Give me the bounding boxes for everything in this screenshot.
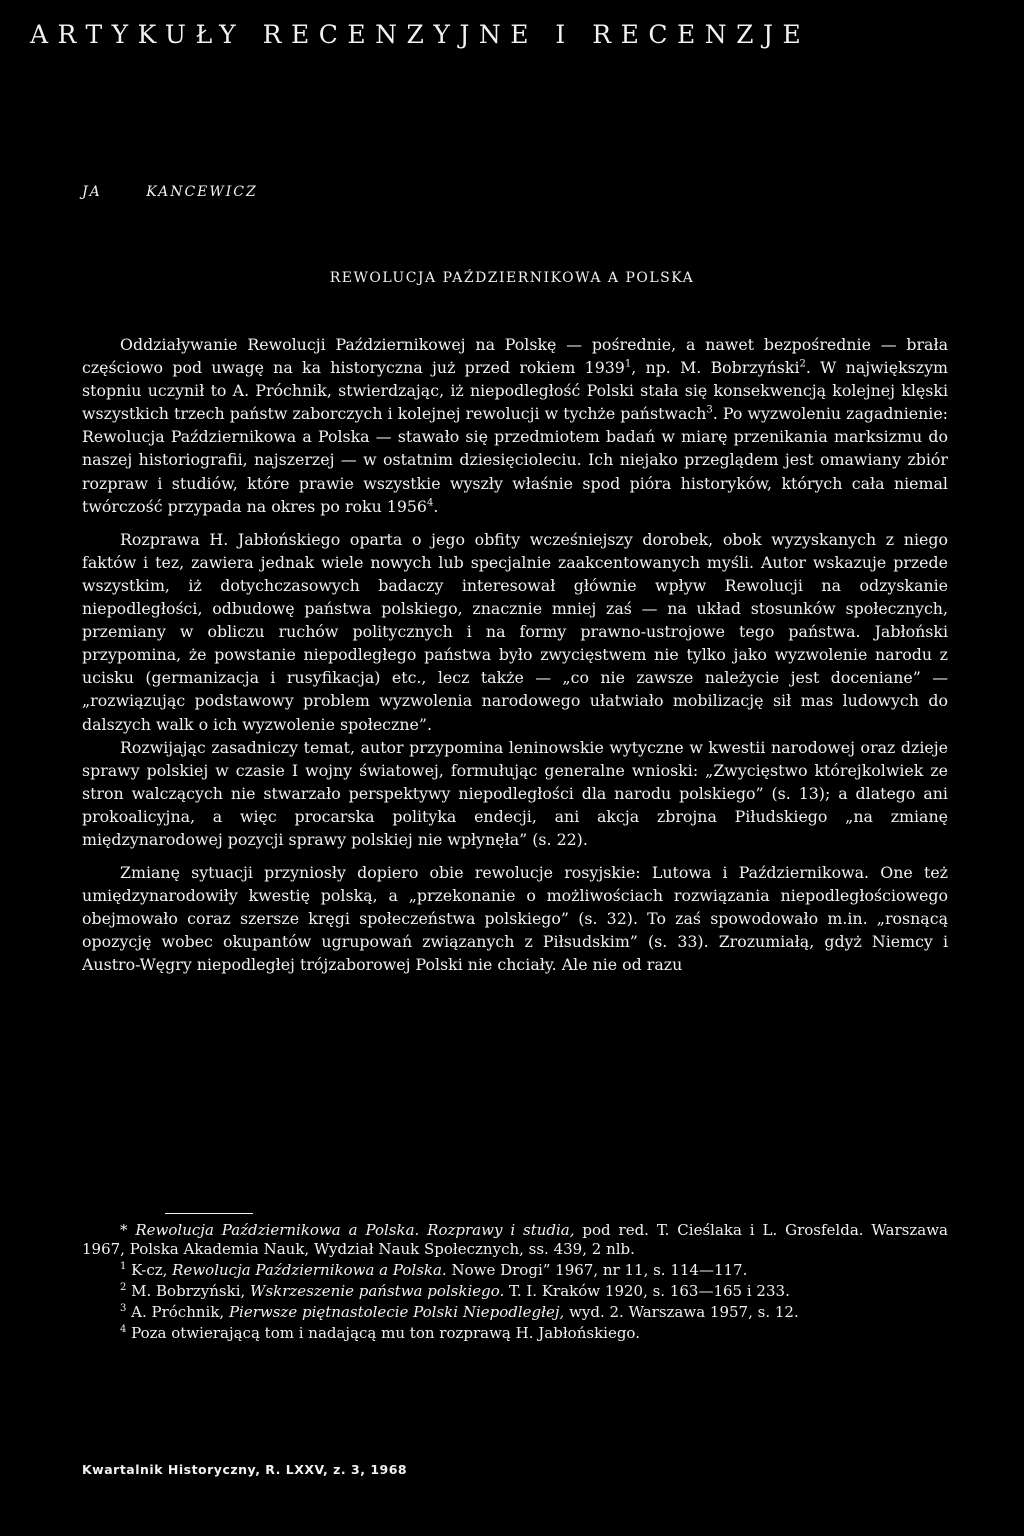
italic-text: Wskrzeszenie państwa polskiego. [250, 1281, 505, 1300]
footnote-divider [165, 1213, 253, 1214]
footnote-ref: 2 [120, 1281, 127, 1293]
text-run: wyd. 2. Warszawa 1957, s. 12. [564, 1302, 799, 1321]
footnote [82, 1282, 948, 1301]
paragraph [82, 333, 948, 518]
text-run: , np. M. Bobrzyński [631, 358, 800, 378]
italic-text: Pierwsze piętnastolecie Polski Niepodległej, [228, 1302, 565, 1321]
footnote [82, 1221, 948, 1259]
text-run: Oddziaływanie Rewolucji Październikowej na Polskę — pośrednie, a nawet bezpośrednie — brała częściowo pod uwagę na ka historyczna już przed rokiem 1939 [82, 335, 948, 378]
text-run: . Po wyzwoleniu zagadnienie: Rewolucja Październikowa a Polska — stawało się przedmiotem badań w miarę przenikania marksizmu do naszej historiografii, najszerzej — w ostatnim dziesięcioleciu. Ich niejako przeglądem jest omawiany zbiór rozpraw i studiów, które prawie wszystkie wyszły właśnie spod pióra historyków, których cała niemal twórczość przypada na okres po roku 1956 [82, 404, 948, 516]
footnote-ref: 3 [120, 1302, 127, 1314]
footnote-ref: 3 [706, 405, 713, 417]
paragraph [82, 736, 948, 851]
footnote-ref: 1 [624, 358, 632, 370]
text-run: Nowe Drogi” 1967, nr 11, s. 114—117. [446, 1260, 748, 1279]
article-title: REWOLUCJA PAŹDZIERNIKOWA A POLSKA [329, 270, 695, 286]
text-run: . W największym stopniu uczynił to A. Próchnik, stwierdzając, iż niepodległość Polski stała się konsekwencją kolejnej klęski wszystkich trzech państw zaborczych i kolejnej rewolucji w tychże państwach [82, 358, 948, 424]
text-run: Poza otwierającą tom i nadającą mu ton rozprawą H. Jabłońskiego. [126, 1323, 640, 1342]
footnote [82, 1324, 948, 1343]
text-run: Zmianę sytuacji przyniosły dopiero obie rewolucje rosyjskie: Lutowa i Październikowa. One też umiędzynarodowiły kwestię polską, a „przekonanie o możliwościach rozwiązania niepodległościowego obejmowało coraz szersze kręgi społeczeństwa polskiego” (s. 32). To zaś spowodowało m.in. „rosnącą opozycję wobec okupantów ugrupowań związanych z Piłsudskim” (s. 33). Zrozumiałą, gdyż Niemcy i Austro-Węgry niepodległej trójzaborowej Polski nie chciały. Ale nie od razu [82, 863, 948, 975]
paragraph [82, 528, 948, 736]
journal-footer: Kwartalnik Historyczny, R. LXXV, z. 3, 1968 [82, 1462, 408, 1477]
author-surname: KANCEWICZ [146, 184, 258, 200]
footnote-ref: 1 [120, 1260, 127, 1272]
text-run: * [120, 1221, 136, 1239]
italic-text: Rewolucja Październikowa a Polska. Rozprawy i studia, [135, 1221, 575, 1239]
italic-text: Rewolucja Październikowa a Polska. [172, 1260, 447, 1279]
footnotes [82, 1221, 948, 1344]
footnote-ref: 4 [120, 1323, 127, 1335]
author-initials: JA [82, 184, 102, 200]
text-run: pod red. T. Cieślaka i L. Grosfelda. Warszawa 1967, Polska Akademia Nauk, Wydział Nauk Społecznych, ss. 439, 2 nlb. [82, 1221, 948, 1258]
text-run: Rozwijając zasadniczy temat, autor przypomina leninowskie wytyczne w kwestii narodowej oraz dzieje sprawy polskiej w czasie I wojny światowej, formułując generalne wnioski: „Zwycięstwo którejkolwiek ze stron walczących nie stwarzało perspektywy niepodległości dla narodu polskiego” (s. 13); a dlatego ani prokoalicyjna, a więc procarska polityka endecji, ani akcja zbrojna Piłudskiego „na zmianę międzynarodowej pozycji sprawy polskiej nie wpłynęła” (s. 22). [82, 737, 948, 849]
paragraph [82, 861, 948, 976]
footnote-ref: 2 [799, 358, 806, 370]
footnote [82, 1303, 948, 1322]
author-line [82, 184, 258, 200]
footnote-ref: 4 [426, 497, 434, 509]
text-run: . [433, 496, 439, 516]
text-run: T. I. Kraków 1920, s. 163—165 i 233. [504, 1281, 790, 1300]
text-run: K-cz, [126, 1260, 173, 1279]
article-body [82, 333, 948, 977]
footnote [82, 1261, 948, 1280]
text-run: M. Bobrzyński, [126, 1281, 251, 1300]
text-run: A. Próchnik, [126, 1302, 229, 1321]
text-run: Rozprawa H. Jabłońskiego oparta o jego obfity wcześniejszy dorobek, obok wyzyskanych z niego faktów i tez, zawiera jednak wiele nowych lub specjalnie zaakcentowanych myśli. Autor wskazuje przede wszystkim, iż dotychczasowych badaczy interesował głównie wpływ Rewolucji na odzyskanie niepodległości, odbudowę państwa polskiego, znacznie mniej zaś — na układ stosunków społecznych, przemiany w obliczu ruchów politycznych i na formy prawno-ustrojowe tego państwa. Jabłoński przypomina, że powstanie niepodległego państwa było zwycięstwem nie tylko jako wyzwolenie narodu z ucisku (germanizacja i rusyfikacja) etc., lecz także — „co nie zawsze należycie jest doceniane” — „rozwiązując podstawowy problem wyzwolenia narodowego ułatwiało mobilizację sił mas ludowych do dalszych walk o ich wyzwolenie społeczne”. [82, 529, 948, 734]
section-header: ARTYKUŁY RECENZYJNE I RECENZJE [30, 20, 811, 49]
